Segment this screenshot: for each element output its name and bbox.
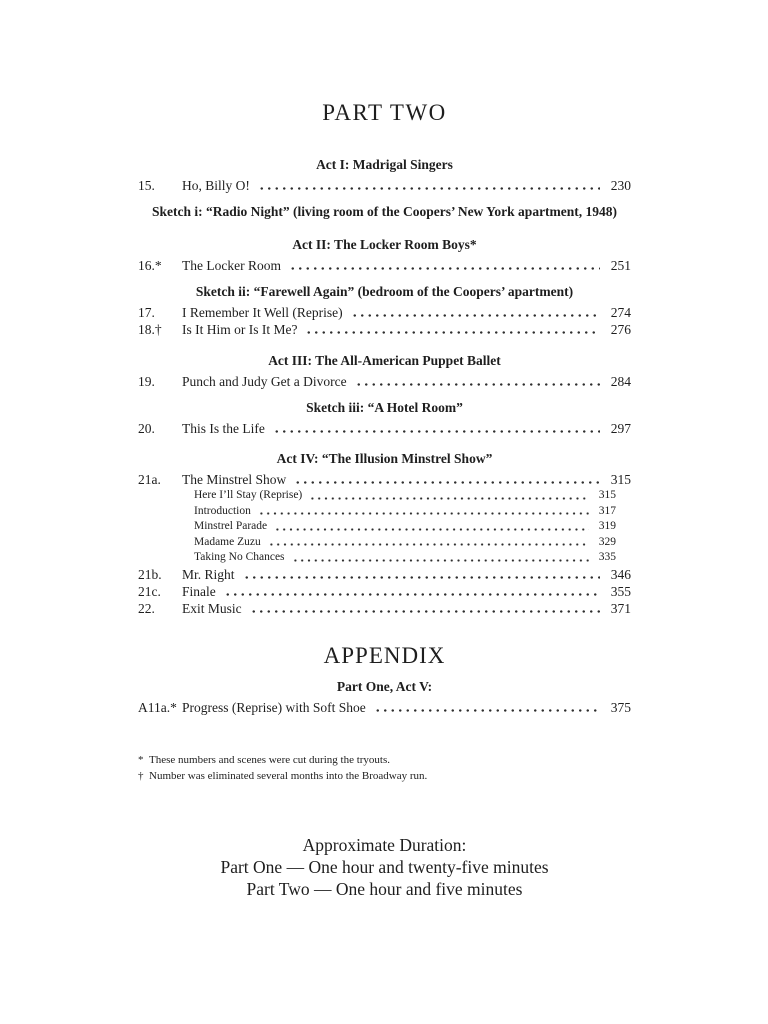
entry-number: 21b. bbox=[138, 566, 162, 582]
entry-number: 22. bbox=[138, 600, 155, 616]
page-number: 335 bbox=[598, 551, 616, 563]
toc-entry-row bbox=[138, 583, 631, 600]
footnote-text: These numbers and scenes were cut during the tryouts. bbox=[149, 753, 391, 766]
toc-entry-row bbox=[138, 600, 631, 617]
subentry-title: Introduction bbox=[194, 504, 251, 517]
page-number: 375 bbox=[610, 699, 631, 715]
toc-subentry-row bbox=[138, 488, 631, 504]
dot-leader bbox=[258, 504, 589, 520]
toc-entry-row bbox=[138, 321, 631, 338]
entry-title: The Minstrel Show bbox=[182, 472, 287, 487]
act-heading: Act I: Madrigal Singers bbox=[316, 157, 453, 172]
dot-leader bbox=[268, 535, 589, 551]
entry-title: Finale bbox=[182, 583, 216, 599]
entry-number: 17. bbox=[138, 305, 155, 320]
sketch-heading: Sketch ii: “Farewell Again” (bedroom of the Coopers’ apartment) bbox=[195, 284, 574, 299]
page-number: 315 bbox=[598, 489, 616, 501]
duration-line: Part Two — One hour and five minutes bbox=[246, 878, 523, 899]
entry-number: 20. bbox=[138, 421, 155, 436]
page-number: 274 bbox=[610, 305, 631, 320]
toc-entry-row bbox=[138, 420, 631, 437]
page-number: 284 bbox=[610, 374, 631, 389]
dot-leader bbox=[289, 257, 600, 274]
duration-block bbox=[138, 834, 631, 900]
entry-title: Exit Music bbox=[182, 600, 242, 616]
subentry-title: Here I’ll Stay (Reprise) bbox=[194, 489, 303, 501]
entry-number: A11a.* bbox=[138, 699, 177, 715]
act-heading: Act III: The All-American Puppet Ballet bbox=[268, 353, 501, 368]
entry-title: Ho, Billy O! bbox=[182, 178, 250, 193]
dot-leader bbox=[258, 177, 600, 194]
page-number: 355 bbox=[610, 583, 631, 599]
page-number: 371 bbox=[610, 600, 631, 616]
entry-title: Mr. Right bbox=[182, 566, 235, 582]
page-number: 346 bbox=[610, 566, 631, 582]
entry-number: 19. bbox=[138, 374, 155, 389]
page-number: 329 bbox=[598, 535, 616, 548]
dot-leader bbox=[274, 519, 589, 535]
dot-leader bbox=[250, 600, 600, 617]
entry-number: 21c. bbox=[138, 583, 161, 599]
duration-line: Part One — One hour and twenty-five minutes bbox=[220, 856, 549, 877]
toc-subentry-row bbox=[138, 550, 631, 566]
toc-entry-row bbox=[138, 177, 631, 194]
footnote-marker: † bbox=[138, 769, 144, 782]
entry-title: Progress (Reprise) with Soft Shoe bbox=[182, 699, 366, 715]
dot-leader bbox=[273, 420, 600, 437]
toc-subentry-row bbox=[138, 504, 631, 520]
page-number: 297 bbox=[610, 421, 631, 436]
dot-leader bbox=[305, 321, 600, 338]
entry-number: 15. bbox=[138, 178, 155, 193]
entry-number: 21a. bbox=[138, 472, 161, 487]
dot-leader bbox=[294, 471, 600, 488]
entry-title: I Remember It Well (Reprise) bbox=[182, 305, 343, 320]
page-number: 251 bbox=[610, 258, 631, 273]
toc-subentry-row bbox=[138, 535, 631, 551]
page-number: 230 bbox=[610, 178, 631, 193]
dot-leader bbox=[351, 304, 600, 321]
toc-entry-row bbox=[138, 699, 631, 716]
appendix-title: APPENDIX bbox=[323, 642, 446, 668]
subentry-title: Madame Zuzu bbox=[194, 535, 261, 548]
subentry-title: Minstrel Parade bbox=[194, 520, 268, 532]
dot-leader bbox=[374, 699, 600, 716]
page-number: 315 bbox=[610, 472, 631, 487]
entry-title: Punch and Judy Get a Divorce bbox=[182, 374, 347, 389]
footnote-row bbox=[138, 752, 631, 768]
footnote-row bbox=[138, 768, 631, 784]
entry-number: 18.† bbox=[138, 322, 162, 337]
act-heading: Act IV: “The Illusion Minstrel Show” bbox=[276, 451, 493, 466]
subentry-title: Taking No Chances bbox=[194, 551, 285, 563]
dot-leader bbox=[292, 550, 589, 566]
footnotes bbox=[138, 752, 631, 784]
dot-leader bbox=[355, 373, 600, 390]
entry-title: This Is the Life bbox=[182, 421, 265, 436]
page-number: 276 bbox=[610, 322, 631, 337]
entry-number: 16.* bbox=[138, 258, 162, 273]
toc-entry-row bbox=[138, 566, 631, 583]
dot-leader bbox=[224, 583, 600, 600]
part-title: PART TWO bbox=[322, 100, 447, 125]
page-number: 319 bbox=[598, 520, 616, 532]
footnote-text: Number was eliminated several months into the Broadway run. bbox=[149, 769, 428, 782]
dot-leader bbox=[243, 566, 600, 583]
act-heading: Act II: The Locker Room Boys* bbox=[292, 237, 477, 252]
toc-entry-row bbox=[138, 373, 631, 390]
toc-subentry-row bbox=[138, 519, 631, 535]
toc-entry-row bbox=[138, 304, 631, 321]
toc-entry-row bbox=[138, 257, 631, 274]
sketch-heading: Sketch iii: “A Hotel Room” bbox=[306, 400, 463, 415]
appendix-act-heading: Part One, Act V: bbox=[336, 678, 433, 694]
page-number: 317 bbox=[598, 504, 616, 517]
dot-leader bbox=[309, 488, 589, 504]
footnote-marker: * bbox=[138, 753, 144, 766]
sketch-heading: Sketch i: “Radio Night” (living room of the Coopers’ New York apartment, 1948) bbox=[151, 204, 618, 219]
entry-title: Is It Him or Is It Me? bbox=[182, 322, 298, 337]
duration-title: Approximate Duration: bbox=[302, 834, 467, 855]
entry-title: The Locker Room bbox=[182, 258, 281, 273]
toc-entry-row bbox=[138, 471, 631, 488]
